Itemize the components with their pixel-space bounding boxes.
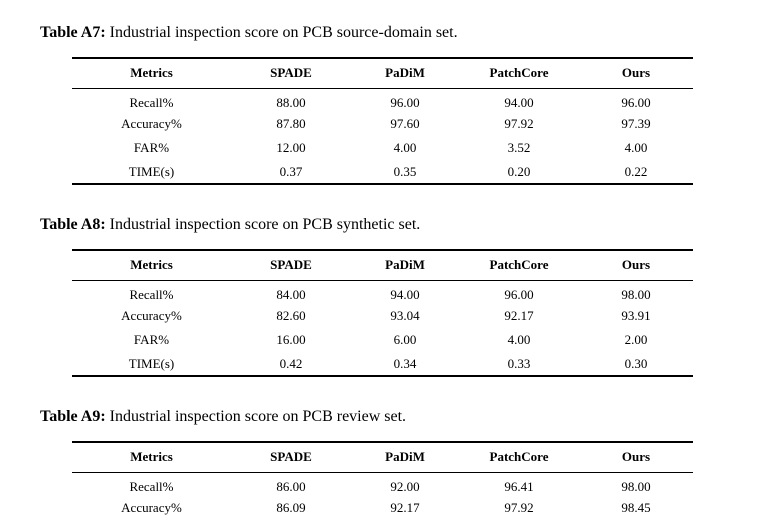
- table-cell: 82.60: [276, 308, 306, 323]
- table-cell: Recall%: [129, 95, 174, 111]
- table-cell: Accuracy%: [121, 308, 182, 323]
- table-cell: 98.00: [621, 287, 651, 303]
- table-cell: 4.00: [624, 140, 648, 155]
- col-header-ours: Ours: [579, 58, 693, 88]
- col-header-patchcore: PatchCore: [459, 58, 579, 88]
- table-row: [72, 112, 693, 136]
- table-cell: 0.42: [231, 352, 351, 376]
- table-cell: 3.52: [507, 140, 531, 155]
- table-cell: TIME(s): [72, 160, 231, 184]
- col-header-metrics: Metrics: [72, 58, 231, 88]
- table-cell: Recall%: [129, 479, 174, 495]
- col-header-metrics: Metrics: [72, 442, 231, 472]
- table-cell: 96.00: [621, 95, 651, 111]
- table-a8-caption: [40, 215, 420, 235]
- table-cell: 88.00: [276, 95, 306, 111]
- table-cell: Recall%: [129, 287, 174, 303]
- table-cell: 12.00: [276, 140, 306, 155]
- table-cell: 92.17: [390, 500, 420, 515]
- table-a8-caption-text: Industrial inspection score on PCB synthetic set.: [109, 216, 421, 233]
- table-a9: [72, 441, 693, 520]
- table-cell: 93.91: [621, 308, 651, 323]
- table-row: [72, 496, 693, 520]
- col-header-ours: Ours: [579, 442, 693, 472]
- table-cell: 86.00: [276, 479, 306, 495]
- table-cell: 0.20: [459, 160, 579, 184]
- table-cell: 4.00: [393, 140, 417, 155]
- table-cell: 6.00: [393, 332, 417, 347]
- table-a7: [72, 57, 693, 185]
- table-row: [72, 472, 693, 496]
- table-cell: 98.45: [621, 500, 651, 515]
- col-header-padim: PaDiM: [351, 58, 459, 88]
- table-cell: 97.60: [390, 116, 420, 131]
- table-cell: 16.00: [276, 332, 306, 347]
- table-row: [72, 280, 693, 304]
- col-header-metrics: Metrics: [72, 250, 231, 280]
- table-header-row: [72, 58, 693, 88]
- col-header-ours: Ours: [579, 250, 693, 280]
- table-cell: 2.00: [624, 332, 648, 347]
- table-cell: 98.00: [621, 479, 651, 495]
- table-cell: 96.41: [504, 479, 534, 495]
- table-a7-caption: [40, 23, 458, 43]
- table-a7-caption-text: Industrial inspection score on PCB source-domain set.: [109, 24, 458, 41]
- col-header-spade: SPADE: [231, 58, 351, 88]
- col-header-spade: SPADE: [231, 442, 351, 472]
- table-cell: FAR%: [133, 140, 170, 155]
- table-a8: [72, 249, 693, 377]
- table-cell: 96.00: [504, 287, 534, 303]
- table-cell: FAR%: [133, 332, 170, 347]
- table-cell: 97.92: [504, 116, 534, 131]
- col-header-patchcore: PatchCore: [459, 442, 579, 472]
- table-cell: 96.00: [390, 95, 420, 111]
- table-cell: 97.92: [504, 500, 534, 515]
- table-row: [72, 304, 693, 328]
- table-a8-label: Table A8:: [40, 216, 106, 233]
- table-cell: 4.00: [507, 332, 531, 347]
- col-header-padim: PaDiM: [351, 250, 459, 280]
- table-cell: 0.35: [351, 160, 459, 184]
- table-cell: 94.00: [504, 95, 534, 111]
- col-header-patchcore: PatchCore: [459, 250, 579, 280]
- table-cell: 93.04: [390, 308, 420, 323]
- table-a9-caption: [40, 407, 406, 427]
- table-cell: 0.22: [579, 160, 693, 184]
- table-a9-label: Table A9:: [40, 408, 106, 425]
- table-row: [72, 328, 693, 352]
- table-a9-caption-text: Industrial inspection score on PCB review set.: [109, 408, 407, 425]
- table-cell: 0.33: [459, 352, 579, 376]
- table-cell: 92.17: [504, 308, 534, 323]
- table-row: [72, 88, 693, 112]
- table-row: [72, 352, 693, 376]
- table-header-row: [72, 250, 693, 280]
- table-cell: 94.00: [390, 287, 420, 303]
- table-cell: 92.00: [390, 479, 420, 495]
- table-cell: 97.39: [621, 116, 651, 131]
- table-a7-label: Table A7:: [40, 24, 106, 41]
- table-cell: 87.80: [276, 116, 306, 131]
- table-cell: 0.37: [231, 160, 351, 184]
- col-header-padim: PaDiM: [351, 442, 459, 472]
- table-header-row: [72, 442, 693, 472]
- table-row: [72, 160, 693, 184]
- table-cell: 84.00: [276, 287, 306, 303]
- table-cell: 0.30: [579, 352, 693, 376]
- table-cell: 86.09: [276, 500, 306, 515]
- table-row: [72, 136, 693, 160]
- table-cell: TIME(s): [72, 352, 231, 376]
- table-cell: Accuracy%: [121, 500, 182, 515]
- table-cell: 0.34: [351, 352, 459, 376]
- table-cell: Accuracy%: [121, 116, 182, 131]
- col-header-spade: SPADE: [231, 250, 351, 280]
